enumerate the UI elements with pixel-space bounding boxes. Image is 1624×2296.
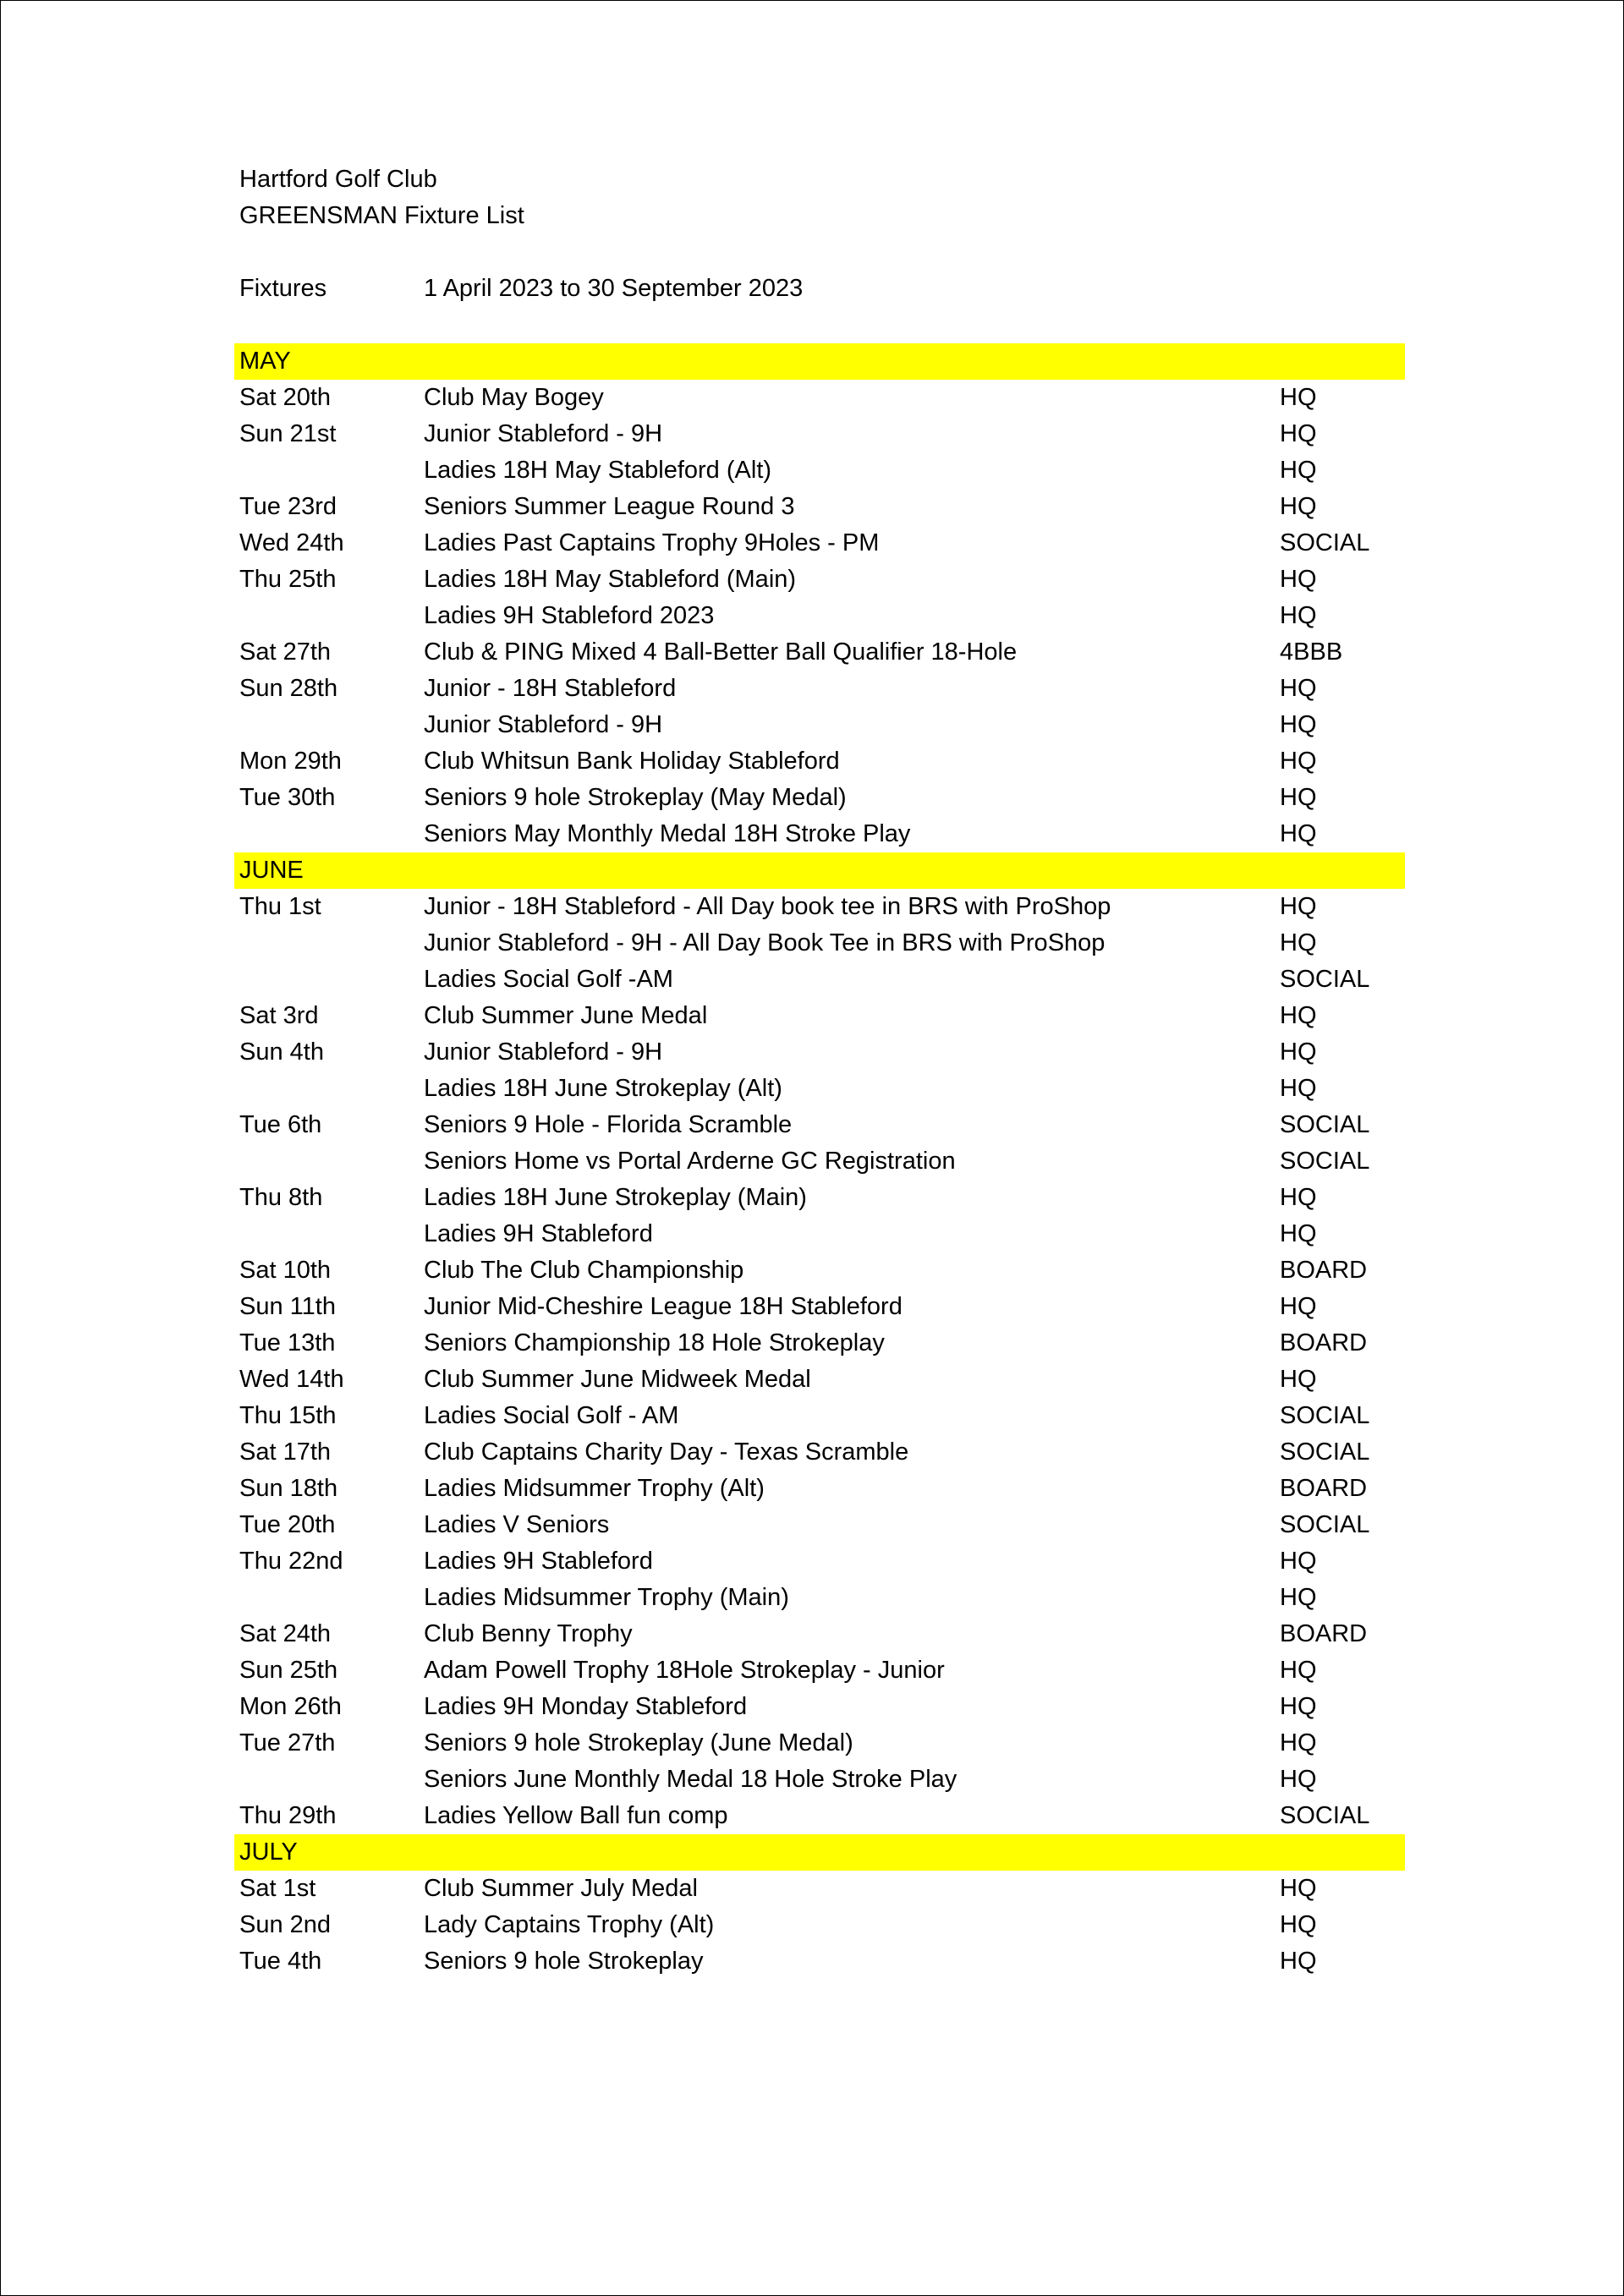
fixture-event: Club Whitsun Bank Holiday Stableford <box>424 748 840 775</box>
fixture-date: Sat 20th <box>239 384 332 411</box>
fixture-row <box>234 780 1405 816</box>
fixture-event: Seniors Championship 18 Hole Strokeplay <box>424 1329 885 1356</box>
fixture-event: Ladies Yellow Ball fun comp <box>424 1802 728 1829</box>
fixture-row <box>234 525 1405 562</box>
fixture-type: SOCIAL <box>1280 529 1370 556</box>
fixture-event: Seniors May Monthly Medal 18H Stroke Play <box>424 820 911 847</box>
fixture-row <box>234 962 1405 998</box>
fixture-type: HQ <box>1280 1184 1317 1211</box>
fixture-type: HQ <box>1280 1729 1317 1756</box>
fixture-event: Junior Stableford - 9H <box>424 420 663 447</box>
fixture-event: Ladies V Seniors <box>424 1511 610 1538</box>
fixture-type: HQ <box>1280 1548 1317 1575</box>
fixture-type: HQ <box>1280 1075 1317 1102</box>
fixture-row <box>234 1434 1405 1471</box>
fixture-row <box>234 1071 1405 1107</box>
fixture-row <box>234 1107 1405 1143</box>
fixture-type: HQ <box>1280 1693 1317 1720</box>
fixture-type: BOARD <box>1280 1475 1368 1502</box>
fixture-row <box>234 598 1405 634</box>
fixture-row <box>234 1762 1405 1798</box>
fixture-event: Adam Powell Trophy 18Hole Strokeplay - Junior <box>424 1657 945 1684</box>
list-title: GREENSMAN Fixture List <box>239 202 524 229</box>
fixture-sheet <box>234 162 1405 1980</box>
fixture-row <box>234 416 1405 452</box>
fixture-event: Club Captains Charity Day - Texas Scramble <box>424 1438 909 1466</box>
fixture-event: Ladies 18H May Stableford (Alt) <box>424 457 772 484</box>
fixture-event: Junior Stableford - 9H <box>424 1038 663 1066</box>
month-header-july <box>234 1834 1405 1871</box>
fixture-event: Club Summer July Medal <box>424 1875 698 1902</box>
fixture-row <box>234 1725 1405 1762</box>
fixture-date: Wed 24th <box>239 529 344 556</box>
fixture-row <box>234 1543 1405 1580</box>
fixture-type: SOCIAL <box>1280 1402 1370 1429</box>
fixture-type: HQ <box>1280 675 1317 702</box>
fixture-row <box>234 671 1405 707</box>
month-header-june <box>234 852 1405 889</box>
fixture-date: Wed 14th <box>239 1366 344 1393</box>
fixture-row <box>234 1871 1405 1907</box>
fixture-type: HQ <box>1280 602 1317 629</box>
fixture-event: Junior Mid-Cheshire League 18H Stableford <box>424 1293 903 1320</box>
fixture-type: SOCIAL <box>1280 1438 1370 1466</box>
fixture-table <box>234 343 1405 1980</box>
fixture-type: SOCIAL <box>1280 1511 1370 1538</box>
fixture-type: HQ <box>1280 820 1317 847</box>
fixture-row <box>234 1398 1405 1434</box>
fixture-type: BOARD <box>1280 1620 1368 1647</box>
fixture-type: SOCIAL <box>1280 966 1370 993</box>
fixture-date: Thu 25th <box>239 566 337 593</box>
fixture-row <box>234 1216 1405 1252</box>
fixture-row <box>234 743 1405 780</box>
fixture-row <box>234 1907 1405 1943</box>
fixture-date: Mon 26th <box>239 1693 342 1720</box>
fixture-date: Tue 20th <box>239 1511 336 1538</box>
fixture-type: SOCIAL <box>1280 1802 1370 1829</box>
fixture-type: HQ <box>1280 1220 1317 1247</box>
fixture-type: HQ <box>1280 1875 1317 1902</box>
fixture-type: HQ <box>1280 1366 1317 1393</box>
fixture-date: Tue 4th <box>239 1948 322 1975</box>
fixture-event: Lady Captains Trophy (Alt) <box>424 1911 715 1938</box>
fixture-date: Sun 4th <box>239 1038 324 1066</box>
fixture-date: Tue 30th <box>239 784 336 811</box>
fixture-date: Tue 13th <box>239 1329 336 1356</box>
fixture-type: HQ <box>1280 1657 1317 1684</box>
fixture-event: Ladies 18H June Strokeplay (Alt) <box>424 1075 782 1102</box>
fixtures-range-row <box>234 271 1405 307</box>
fixture-event: Ladies 18H June Strokeplay (Main) <box>424 1184 807 1211</box>
fixture-event: Club Summer June Medal <box>424 1002 708 1029</box>
fixture-row <box>234 562 1405 598</box>
month-label: JULY <box>239 1838 298 1866</box>
fixture-row <box>234 889 1405 925</box>
fixture-date: Mon 29th <box>239 748 342 775</box>
fixture-date: Sat 3rd <box>239 1002 319 1029</box>
fixture-date: Sun 11th <box>239 1293 336 1320</box>
fixture-event: Club & PING Mixed 4 Ball-Better Ball Qualifier 18-Hole <box>424 638 1018 666</box>
fixture-event: Junior - 18H Stableford <box>424 675 677 702</box>
fixture-row <box>234 634 1405 671</box>
fixture-event: Club The Club Championship <box>424 1257 744 1284</box>
fixture-type: HQ <box>1280 1911 1317 1938</box>
month-header-may <box>234 343 1405 380</box>
fixture-date: Thu 29th <box>239 1802 337 1829</box>
fixture-type: HQ <box>1280 929 1317 956</box>
month-label: JUNE <box>239 857 304 884</box>
fixture-type: HQ <box>1280 420 1317 447</box>
fixture-event: Club May Bogey <box>424 384 604 411</box>
list-title-row <box>234 198 1405 234</box>
fixture-type: 4BBB <box>1280 638 1343 666</box>
fixture-date: Sun 25th <box>239 1657 338 1684</box>
fixture-row <box>234 925 1405 962</box>
fixture-event: Seniors Home vs Portal Arderne GC Registration <box>424 1148 956 1175</box>
fixture-event: Ladies 9H Stableford <box>424 1548 653 1575</box>
fixture-type: HQ <box>1280 1293 1317 1320</box>
fixture-date: Sun 21st <box>239 420 337 447</box>
fixture-event: Seniors 9 Hole - Florida Scramble <box>424 1111 793 1138</box>
fixture-row <box>234 1252 1405 1289</box>
fixture-row <box>234 1580 1405 1616</box>
fixture-row <box>234 1471 1405 1507</box>
fixture-event: Club Benny Trophy <box>424 1620 633 1647</box>
fixture-type: HQ <box>1280 457 1317 484</box>
fixture-type: BOARD <box>1280 1257 1368 1284</box>
date-range: 1 April 2023 to 30 September 2023 <box>424 275 804 302</box>
fixture-date: Thu 1st <box>239 893 321 920</box>
fixture-event: Seniors Summer League Round 3 <box>424 493 795 520</box>
fixture-row <box>234 707 1405 743</box>
fixture-type: HQ <box>1280 493 1317 520</box>
fixture-date: Thu 15th <box>239 1402 337 1429</box>
fixture-date: Sat 10th <box>239 1257 332 1284</box>
fixture-row <box>234 998 1405 1034</box>
fixture-row <box>234 1362 1405 1398</box>
fixture-event: Ladies Midsummer Trophy (Main) <box>424 1584 789 1611</box>
fixture-type: HQ <box>1280 1038 1317 1066</box>
fixture-event: Ladies 9H Stableford 2023 <box>424 602 715 629</box>
fixture-type: SOCIAL <box>1280 1111 1370 1138</box>
fixture-date: Tue 23rd <box>239 493 337 520</box>
fixture-row <box>234 1325 1405 1362</box>
fixture-row <box>234 816 1405 852</box>
fixture-type: HQ <box>1280 893 1317 920</box>
fixture-event: Seniors 9 hole Strokeplay (June Medal) <box>424 1729 853 1756</box>
fixture-date: Sun 18th <box>239 1475 338 1502</box>
fixture-date: Sat 1st <box>239 1875 316 1902</box>
fixture-date: Sat 17th <box>239 1438 332 1466</box>
fixture-event: Ladies 9H Monday Stableford <box>424 1693 748 1720</box>
fixture-date: Sat 27th <box>239 638 332 666</box>
fixture-row <box>234 489 1405 525</box>
fixture-date: Thu 22nd <box>239 1548 343 1575</box>
fixture-row <box>234 1798 1405 1834</box>
fixture-date: Thu 8th <box>239 1184 323 1211</box>
fixture-type: HQ <box>1280 1766 1317 1793</box>
fixture-row <box>234 1180 1405 1216</box>
fixture-row <box>234 1289 1405 1325</box>
fixture-date: Tue 6th <box>239 1111 322 1138</box>
fixture-type: HQ <box>1280 748 1317 775</box>
fixture-date: Sun 2nd <box>239 1911 332 1938</box>
fixture-event: Ladies Midsummer Trophy (Alt) <box>424 1475 765 1502</box>
fixture-type: HQ <box>1280 384 1317 411</box>
fixture-event: Ladies 9H Stableford <box>424 1220 653 1247</box>
fixtures-label: Fixtures <box>239 275 327 302</box>
fixture-type: HQ <box>1280 1002 1317 1029</box>
fixture-row <box>234 1507 1405 1543</box>
fixture-date: Sun 28th <box>239 675 338 702</box>
fixture-row <box>234 1143 1405 1180</box>
fixture-event: Seniors 9 hole Strokeplay <box>424 1948 704 1975</box>
fixture-type: BOARD <box>1280 1329 1368 1356</box>
fixture-row <box>234 1034 1405 1071</box>
fixture-event: Junior - 18H Stableford - All Day book tee in BRS with ProShop <box>424 893 1111 920</box>
fixture-event: Seniors June Monthly Medal 18 Hole Stroke Play <box>424 1766 957 1793</box>
fixture-event: Ladies Social Golf - AM <box>424 1402 679 1429</box>
fixture-event: Junior Stableford - 9H <box>424 711 663 738</box>
fixture-row <box>234 1652 1405 1689</box>
fixture-row <box>234 1943 1405 1980</box>
fixture-event: Junior Stableford - 9H - All Day Book Tee in BRS with ProShop <box>424 929 1106 956</box>
fixture-row <box>234 1616 1405 1652</box>
fixture-type: HQ <box>1280 711 1317 738</box>
fixture-event: Ladies 18H May Stableford (Main) <box>424 566 797 593</box>
spacer <box>234 307 1405 343</box>
fixture-date: Tue 27th <box>239 1729 336 1756</box>
fixture-type: HQ <box>1280 1584 1317 1611</box>
fixture-row <box>234 1689 1405 1725</box>
month-label: MAY <box>239 348 291 375</box>
fixture-event: Club Summer June Midweek Medal <box>424 1366 811 1393</box>
fixture-type: HQ <box>1280 784 1317 811</box>
fixture-type: HQ <box>1280 566 1317 593</box>
fixture-event: Seniors 9 hole Strokeplay (May Medal) <box>424 784 847 811</box>
fixture-event: Ladies Past Captains Trophy 9Holes - PM <box>424 529 880 556</box>
fixture-event: Ladies Social Golf -AM <box>424 966 673 993</box>
fixture-date: Sat 24th <box>239 1620 332 1647</box>
fixture-row <box>234 452 1405 489</box>
club-name: Hartford Golf Club <box>239 166 437 193</box>
fixture-row <box>234 380 1405 416</box>
spacer <box>234 234 1405 271</box>
fixture-type: SOCIAL <box>1280 1148 1370 1175</box>
club-name-row <box>234 162 1405 198</box>
fixture-type: HQ <box>1280 1948 1317 1975</box>
